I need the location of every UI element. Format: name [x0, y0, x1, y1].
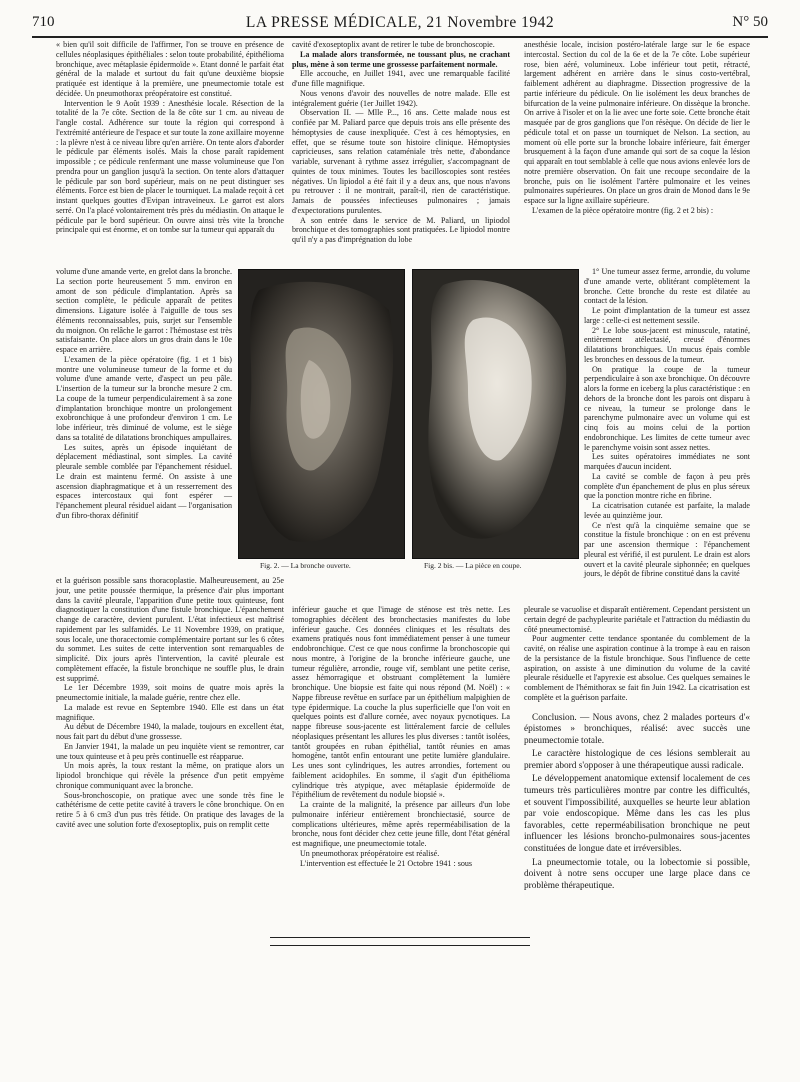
paragraph: « bien qu'il soit difficile de l'affirmer, l'on se trouve en présence de cellules néoplasiques épithéliales : selon toute probabilité, épithélioma bronchique, avec métaplasie épidermoïde ». Etant donné le parfait état général de la malade et surtout du fait qu'une deuxième biopsie pratiquée est identique à la première, une pneumectomie totale est décidée. Un pneumothorax préopératoire est constitué.: [56, 40, 284, 98]
journal-title: LA PRESSE MÉDICALE, 21 Novembre 1942: [245, 14, 555, 31]
paragraph: L'examen de la pièce opératoire (fig. 1 et 1 bis) montre une volumineuse tumeur de la forme et du volume d'une amande verte, d'aspect un peu pâle. L'insertion de la tumeur sur la bronche mesure 2 cm. La coupe de la tumeur perpendiculairement à sa zone d'implantation bronchique montre un prolongement exobronchique à une profondeur d'environ 1 cm. Le lobe inférieur, très diminué de volume, est le siège dans sa totalité de dilatations bronchiques ampullaires.: [56, 354, 232, 442]
column-2-bottom: [292, 605, 510, 868]
paragraph: inférieur gauche et que l'image de sténose est très nette. Les tomographies décèlent des bronchectasies manifestes du lobe inférieur gauche. Ces données cliniques et les résultats des examens pratiqués nous font immédiatement penser à une tumeur endobronchique. C'est ce que nous confirme la bronchoscopie qui nous montre, à l'origine de la bronche inférieure gauche, une tumeur régulière, arrondie, rouge vif, semblant une petite cerise, assez hémorragique et obstruant complètement la lumière bronchique. Une biopsie est faite qui nous répond (M. Noël) : « Nappe fibreuse revêtue en surface par un épithélium malpighien de type épidermique. La couche la plus superficielle que l'on voit en quelques points est d'allure cornée, avec noyaux pycnotiques. La nappe fibreuse sous-jacente est littéralement farcie de cellules néoplasiques présentant les allures les plus diverses : tantôt isolées, tantôt groupées en ruban épithélial, tantôt réunies en amas homogène, tantôt enfin entourant une petite lumière glandulaire. Les unes sont cylindriques, les autres arrondies, fortement ou faiblement acidophiles. En somme, il s'agit d'un épithélioma cylindrique très atypique, avec métaplasie épidermoïde de l'épithélium de revêtement du nodule biopsié ».: [292, 605, 510, 800]
column-1-bottom: [56, 576, 284, 830]
paragraph: Observation II. — Mlle P..., 16 ans. Cette malade nous est confiée par M. Paliard parce que depuis trois ans elle présente des hémoptysies de cause inexpliquée. C'est à ces hémoptysies, en effet, que se résume toute son histoire clinique. Hémoptysies capricieuses, sans relation cataméniale très nette, d'abondance variable, survenant à rythme assez irrégulier, s'accompagnant de quintes de toux minimes. Toutes les bacilloscopies sont restées négatives. Un lipiodol a été fait il y a deux ans, que nous n'avons pu retrouver : il ne montrait, paraît-il, rien de caractéristique. Jamais de poussées infectieuses pulmonaires ; jamais d'expectorations purulentes.: [292, 108, 510, 215]
page-header: [32, 14, 768, 34]
paragraph: Un pneumothorax préopératoire est réalisé.: [300, 848, 440, 858]
column-3-top: [524, 40, 750, 216]
header-rule: [32, 36, 768, 38]
paragraph: Ce n'est qu'à la cinquième semaine que se constitue la fistule bronchique : on en est prévenu par une ascension thermique : l'épanchement pleural est vérifié, il est purulent. Le drain est alors ouvert et la cavité pleurale siphonnée; en quelques jours, le dépôt de fibrine constitué dans la cavité: [584, 520, 750, 579]
figure-caption: Fig. 2 bis. — La pièce en coupe.: [424, 561, 522, 570]
conclusion-paragraph: Le caractère histologique de ces lésions semblerait au premier abord s'opposer à une thérapeutique aussi radicale.: [524, 749, 750, 771]
paragraph: Un mois après, la toux restant la même, on pratique alors un lipiodol bronchique qui révèle la présence d'un petit empyème chronique communiquant avec la bronche.: [56, 761, 284, 790]
column-2-top: [292, 40, 510, 245]
column-1-top: [56, 40, 284, 235]
paragraph: volume d'une amande verte, en grelot dans la bronche. La section porte heureusement 5 mm. environ en amont de son pédicule d'implantation. Après sa section complète, le pédicule apparaît de petites dimensions. Ligature isolée à l'aiguille de tous ses éléments reconnaissables, puis, surjet sur l'ensemble du moignon. On relâche le garrot : l'hémostase est très satisfaisante. On place alors un gros drain dans le 10e espace en arrière.: [56, 267, 232, 354]
paragraph: En Janvier 1941, la malade un peu inquiète vient se remontrer, car une toux quinteuse et à peu près continuelle est réapparue.: [56, 741, 284, 761]
end-rule: [270, 937, 530, 938]
column-3-beside-figure: [584, 267, 750, 579]
paragraph: et la guérison possible sans thoracoplastie. Malheureusement, au 25e jour, une petite poussée thermique, la présence d'air plus important dans la cavité pleurale, l'apparition d'une petite toux quinteuse, font diagnostiquer la constitution d'une fistule bronchique. L'épanchement change de caractère, devient purulent. L'état infectieux est maîtrisé rapidement par les sulfamidés. Le 11 Novembre 1939, on pratique, sous locale, une thoracectomie complémentaire portant sur les 6 côtes du sommet. Les suites de cette intervention sont remarquables de simplicité. Dix jours après l'intervention, la cavité pleurale est complètement effacée, la fistule bronchique ne souffle plus, le drain est supprimé.: [56, 576, 284, 683]
paragraph: 2° Le lobe sous-jacent est minuscule, ratatiné, entièrement atélectasié, creusé d'énormes dilatations bronchiques. Un mucus épais comble les bronches en dessous de la tumeur.: [584, 325, 750, 364]
issue-number: N° 50: [732, 14, 768, 30]
conclusion-paragraph: Le développement anatomique extensif localement de ces tumeurs très particulières montre par contre les difficultés, et souvent l'impossibilité, auxquelles se heurte leur ablation par voie endoscopique. Même dans les cas les plus favorables, cette reperméabilisation bronchique ne peut influencer les lésions broncho-pulmonaires sous-jacentes constituées de longue date et irréversibles.: [524, 774, 750, 855]
end-rule: [270, 945, 530, 946]
paragraph: 1° Une tumeur assez ferme, arrondie, du volume d'une amande verte, oblitérant complètement la bronche. Cette bronche du reste est dilatée au contact de la lésion.: [584, 267, 750, 306]
paragraph: Nous venons d'avoir des nouvelles de notre malade. Elle est intégralement guérie (1er Juillet 1942).: [292, 88, 510, 108]
paragraph: Au début de Décembre 1940, la malade, toujours en excellent état, nous fait part du début d'une grossesse.: [56, 722, 284, 741]
figure-caption: Fig. 2. — La bronche ouverte.: [260, 561, 351, 570]
paragraph: Le point d'implantation de la tumeur est assez large : celle-ci est nettement sessile.: [584, 306, 750, 325]
paragraph: La cavité se comble de façon à peu près complète d'un épanchement de plus en plus séreux que la ponction montre riche en fibrine.: [584, 471, 750, 501]
paragraph: Le 1er Décembre 1939, soit moins de quatre mois après la pneumectomie initiale, la malade guérie, rentre chez elle.: [56, 683, 284, 702]
paragraph: Intervention le 9 Août 1939 : Anesthésie locale. Résection de la totalité de la 7e côte. Section de la 8e côte sur 1 cm. au niveau de l'angle costal. Adhérence sur toute la région qui correspond à l'extrémité antérieure de l'espace et sur toute la zone axillaire moyenne : la plèvre n'est à ce niveau libre qu'en arrière. On tente alors d'aborder le pédicule par éléments isolés. Mais la chose paraît rapidement impossible ; ce pédicule renfermant une masse volumineuse que l'on prendra pour un ganglion jusqu'à la section. On tente alors d'attaquer le pédicule par son bord supérieur, mais on ne peut distinguer ses éléments. Force est bien de placer le tourniquet. La malade reçoit à cet instant quelques gouttes d'Evipan intraveineux. Le garrot est alors serré. On l'a placé volontairement très près du médiastin. On attaque le pédicule par le bord supérieur. On ouvre ainsi très vite la bronche principale qui est énorme, et on tombe sur la tumeur qui apparaît du: [56, 98, 284, 235]
paragraph: Les suites opératoires immédiates ne sont marquées d'aucun incident.: [584, 452, 750, 471]
paragraph: Les suites, après un épisode inquiétant de déplacement médiastinal, sont simples. La cavité pleurale semble comblée par l'épanchement résiduel. Le drain est maintenu fermé. On assiste à une ascension diaphragmatique et à un resserrement des espaces intercostaux qui font espérer — l'épanchement pleural résiduel aidant — l'organisation d'un fibro-thorax définitif: [56, 442, 232, 520]
figure-photo-piece-en-coupe: [412, 269, 579, 559]
paragraph: L'intervention est effectuée le 21 Octobre 1941 : sous: [300, 858, 473, 868]
paragraph: anesthésie locale, incision postéro-latérale large sur le 6e espace intercostal. Section du col de la 6e et de la 7e côte. Lobe supérieur rose, bien aéré, volumineux. Lobe inférieur tout petit, rétracté, largement adhérent en arrière dans le sinus costo-vertébral, faiblement adhérent au diaphragme. Dissection progressive de la partie inférieure du pédicule. On lie isolément les deux branches de bifurcation de la veine pulmonaire inférieure. On dissèque la bronche. On arrive à l'isoler et on la lie avec une forte soie. Cette bronche était masquée par de gros ganglions que l'on résèque. On décide de lier le pédicule total et on passe un tourniquet de Nelson. La section, au moment où elle porte sur la bronche lobaire inférieure, fait émerger brusquement à la façon d'une amande qui sort de sa coque la lésion qui apparaît en tout semblable à celle que nous avions enlevée lors de notre première observation. On fait une recoupe secondaire de la bronche, puis on lie isolément l'artère pulmonaire et les veines pulmonaires supérieures. On place un gros drain de Monod dans le 9e espace sur la ligne axillaire supérieure.: [524, 40, 750, 205]
paragraph: A son entrée dans le service de M. Paliard, un lipiodol bronchique et des tomographies sont pratiquées. Le lipiodol montre qu'il n'y a pas d'imprégnation du lobe: [292, 215, 510, 244]
figure-photo-bronche-ouverte: [238, 269, 405, 559]
conclusion-section: [524, 713, 750, 893]
paragraph: La crainte de la malignité, la présence par ailleurs d'un lobe pulmonaire inférieur entièrement bronchiectasié, source de complications ultérieures, même après reperméabilisation de la bronche, nous font décider chez cette jeune fille, dont l'état général est magnifique, une pneumectomie totale.: [292, 800, 510, 848]
paragraph: On pratique la coupe de la tumeur perpendiculaire à son axe bronchique. On découvre alors la forme en iceberg la plus caractéristique : en dehors de la bronche dont les parois ont disparu à ce niveau, la tumeur se prolonge dans le parenchyme pulmonaire avec un volume qui est cinq fois au moins celui de la portion endobronchique. Les limites de cette tumeur avec le parenchyme voisin sont assez nettes.: [584, 364, 750, 452]
paragraph: cavité d'exoseptoplix avant de retirer le tube de bronchoscopie.: [292, 40, 495, 49]
column-1-beside-figure: [56, 267, 232, 521]
paragraph: La cicatrisation cutanée est parfaite, la malade levée au quinzième jour.: [584, 501, 750, 520]
figure-2: [238, 269, 578, 573]
paragraph: La malade alors transformée, ne toussant plus, ne crachant plus, mène à son terme une grossesse parfaitement normale.: [292, 49, 510, 69]
paragraph: La malade est revue en Septembre 1940. Elle est dans un état magnifique.: [56, 702, 284, 722]
column-3-bottom: [524, 605, 750, 894]
page-number: 710: [32, 14, 55, 30]
paragraph: L'examen de la pièce opératoire montre (fig. 2 et 2 bis) :: [532, 205, 714, 215]
conclusion-paragraph: Conclusion. — Nous avons, chez 2 malades porteurs d'« épistomes » bronchiques, réalisé: avec succès une pneumectomie totale.: [524, 712, 750, 746]
paragraph: Pour augmenter cette tendance spontanée du comblement de la cavité, on réalise une aspiration continue à la trompe à eau en raison de la persistance de la fistule bronchique. Sous l'influence de cette aspiration, on assiste à une diminution du volume de la cavité pleurale résiduelle et l'apyrexie est absolue. Ces quelques semaines le comblement de l'hémithorax se fait fin Juin 1942. La cicatrisation est complète et la guérison parfaite.: [524, 634, 750, 702]
paragraph: Sous-bronchoscopie, on pratique avec une sonde très fine le cathétérisme de cette petite cavité à travers le cône bronchique. On en retire 5 à 6 cm3 d'un pus très fétide. On pratique des lavages de la cavité avec une solution forte d'exoseptoplix, puis on remplit cette: [56, 790, 284, 829]
paragraph: pleurale se vacuolise et disparaît entièrement. Cependant persistent un certain degré de pachypleurite pariétale et l'attraction du médiastin du côté pneumectomisé.: [524, 605, 750, 634]
paragraph: Elle accouche, en Juillet 1941, avec une remarquable facilité d'une fille magnifique.: [292, 69, 510, 88]
conclusion-paragraph: La pneumectomie totale, ou la lobectomie si possible, doivent à notre sens occuper une large place dans ce problème thérapeutique.: [524, 857, 750, 891]
